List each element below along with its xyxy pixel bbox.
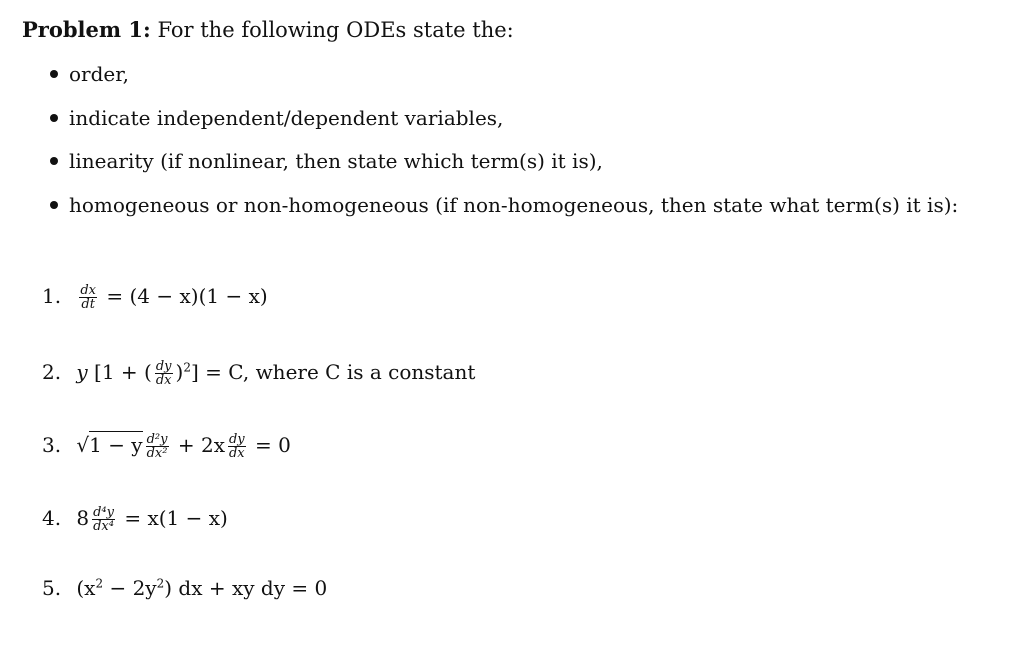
- equation-lhs: y: [76, 360, 88, 384]
- equation-number: 5.: [42, 576, 62, 600]
- equation-number: 1.: [42, 284, 62, 308]
- bullet-item: [50, 149, 603, 173]
- bullet-text: order,: [69, 62, 129, 86]
- equation-4: [42, 506, 228, 533]
- bullet-icon: [50, 114, 58, 122]
- bullet-item: [50, 62, 129, 86]
- denominator: dx⁴: [93, 519, 114, 534]
- equation-rhs: ) dx + xy dy = 0: [164, 576, 328, 600]
- bullet-text: indicate independent/dependent variables,: [69, 106, 504, 130]
- equation-1: [42, 284, 268, 311]
- sqrt-icon: √: [76, 433, 90, 457]
- numerator: dy: [155, 359, 172, 374]
- exponent: 2: [156, 576, 165, 591]
- equation-term: + 2x: [177, 433, 225, 457]
- numerator: dy: [228, 432, 245, 447]
- bullet-item: [50, 106, 503, 130]
- equation-rhs: = C,: [205, 360, 250, 384]
- sqrt-body: 1 − y: [89, 433, 143, 457]
- problem-intro: For the following ODEs state the:: [157, 18, 514, 42]
- close-paren: ): [175, 360, 184, 384]
- open-bracket: [1 + (: [94, 360, 152, 384]
- bullet-icon: [50, 157, 58, 165]
- bullet-text: linearity (if nonlinear, then state which term(s) it is),: [69, 149, 603, 173]
- bullet-icon: [50, 201, 58, 209]
- bullet-text: homogeneous or non-homogeneous (if non-homogeneous, then state what term(s) it is):: [69, 193, 959, 217]
- close-bracket: ]: [190, 360, 199, 384]
- equation-number: 2.: [42, 360, 62, 384]
- fraction: [228, 433, 246, 460]
- equation-rhs: = (4 − x)(1 − x): [106, 284, 268, 308]
- equation-term: − 2y: [103, 576, 157, 600]
- problem-label: Problem 1:: [22, 17, 151, 42]
- fraction: [146, 433, 169, 460]
- numerator: d²y: [146, 432, 168, 447]
- equation-5: [42, 576, 327, 600]
- equation-rhs: = x(1 − x): [124, 506, 228, 530]
- coefficient: 8: [76, 506, 90, 530]
- numerator: d⁴y: [93, 505, 114, 520]
- fraction: [79, 284, 97, 311]
- problem-heading: [22, 17, 514, 42]
- equation-note: where C is a constant: [255, 360, 476, 384]
- denominator: dx: [228, 446, 245, 461]
- bullet-icon: [50, 70, 58, 78]
- equation-rhs: = 0: [255, 433, 291, 457]
- denominator: dx²: [146, 446, 168, 461]
- equation-number: 3.: [42, 433, 62, 457]
- exponent: 2: [183, 360, 191, 375]
- equation-2: [42, 360, 475, 387]
- fraction: [92, 506, 115, 533]
- denominator: dt: [81, 297, 95, 312]
- exponent: 2: [95, 576, 104, 591]
- fraction: [155, 360, 173, 387]
- bullet-item: [50, 193, 958, 217]
- denominator: dx: [155, 373, 172, 388]
- numerator: dx: [80, 283, 97, 298]
- equation-3: [42, 433, 291, 460]
- equation-number: 4.: [42, 506, 62, 530]
- equation-term: (x: [76, 576, 96, 600]
